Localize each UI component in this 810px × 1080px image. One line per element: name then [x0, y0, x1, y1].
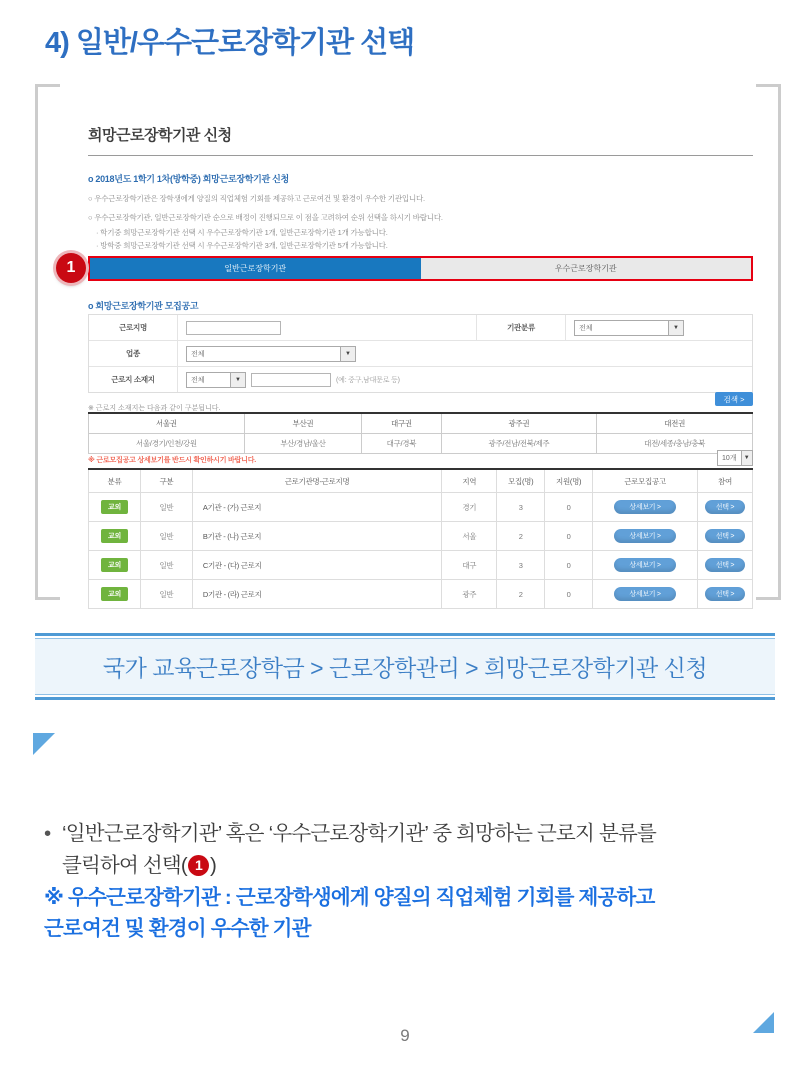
step-1-inline-marker: 1 — [188, 855, 209, 876]
note-text: ‘일반근로장학기관’ 혹은 ‘우수근로장학기관’ 중 희망하는 근로지 분류를 — [62, 822, 656, 845]
form-row-industry — [89, 341, 752, 367]
detail-view-button[interactable]: 상세보기 > — [614, 558, 676, 572]
note-blue-line-2 — [44, 913, 784, 945]
location-select[interactable] — [186, 372, 246, 388]
row-institution-name: D기관 - (라) 근로지 — [192, 580, 442, 609]
region-header: 대구권 — [362, 413, 441, 434]
notice-line: ○ 우수근로장학기관, 일반근로장학기관 순으로 배정이 진행되므로 이 점을 고려하여 순위 선택을 하시기 바랍니다. — [88, 213, 443, 222]
workplace-name-label: 근로지명 — [89, 315, 178, 340]
result-header: 지역 — [442, 469, 497, 493]
row-institution-name: A기관 - (가) 근로지 — [192, 493, 442, 522]
table-row — [89, 580, 753, 609]
notice-title: o 2018년도 1학기 1차(방학중) 희망근로장학기관 신청 — [88, 174, 289, 184]
row-region: 서울 — [442, 522, 497, 551]
workplace-name-cell — [178, 321, 476, 335]
workplace-name-input[interactable] — [186, 321, 281, 335]
row-type: 일반 — [140, 551, 192, 580]
notice-subline: · 학기중 희망근로장학기관 선택 시 우수근로장학기관 1개, 일반근로장학기관 1개 가능합니다. — [96, 228, 388, 237]
search-button[interactable]: 검색 > — [715, 392, 753, 406]
category-badge: 교외 — [101, 558, 128, 572]
region-value: 대전/세종/충남/충북 — [597, 434, 753, 454]
note-text: 근로여건 및 환경이 우수한 기관 — [44, 917, 311, 941]
region-header: 부산권 — [244, 413, 362, 434]
location-input[interactable] — [251, 373, 331, 387]
bullet-icon: • — [44, 822, 51, 845]
org-type-select[interactable] — [574, 320, 684, 336]
region-value: 서울/경기/인천/강원 — [89, 434, 245, 454]
form-row-location — [89, 367, 752, 392]
reference-mark: ※ — [44, 885, 64, 909]
dropdown-arrow-icon: ▼ — [668, 321, 683, 335]
dropdown-arrow-icon: ▼ — [741, 451, 752, 465]
detail-view-button[interactable]: 상세보기 > — [614, 587, 676, 601]
result-warning-note: ※ 근로모집공고 상세보기를 반드시 확인하시기 바랍니다. — [88, 457, 256, 464]
industry-label: 업종 — [89, 341, 178, 366]
select-button[interactable]: 선택 > — [705, 558, 745, 572]
region-table — [88, 412, 753, 454]
org-type-selected-value: 전체 — [579, 324, 593, 332]
category-badge: 교외 — [101, 529, 128, 543]
row-applied-count: 0 — [545, 522, 593, 551]
note-text: 우수근로장학기관 : 근로장학생에게 양질의 직업체험 기회를 제공하고 — [68, 885, 655, 909]
page-title: 4) 일반/우수근로장학기관 선택 — [45, 27, 415, 59]
table-row — [89, 551, 753, 580]
screenshot-page-title: 희망근로장학기관 신청 — [88, 124, 753, 156]
note-text: 클릭하여 선택( — [62, 853, 187, 877]
result-header: 모집(명) — [497, 469, 545, 493]
page-size-value: 10개 — [722, 455, 737, 462]
page-number: 9 — [400, 1026, 410, 1045]
result-header: 참여 — [697, 469, 752, 493]
row-institution-name: C기관 - (다) 근로지 — [192, 551, 442, 580]
note-text: ) — [209, 853, 216, 877]
select-button[interactable]: 선택 > — [705, 529, 745, 543]
location-selected-value: 전체 — [191, 376, 205, 384]
page-size-select[interactable] — [717, 450, 753, 466]
notice-line: ○ 우수근로장학기관은 장학생에게 양질의 직업체험 기회를 제공하고 근로여건 및 환경이 우수한 기관입니다. — [88, 194, 425, 203]
category-badge: 교외 — [101, 500, 128, 514]
notice-subline: · 방학중 희망근로장학기관 선택 시 우수근로장학기관 3개, 일반근로장학기관 5개 가능합니다. — [96, 241, 388, 250]
row-recruit-count: 2 — [497, 522, 545, 551]
note-bullet-line — [44, 818, 784, 850]
org-type-cell — [566, 320, 752, 336]
dropdown-arrow-icon: ▼ — [340, 347, 355, 361]
breadcrumb-band — [35, 633, 775, 700]
select-button[interactable]: 선택 > — [705, 587, 745, 601]
row-applied-count: 0 — [545, 493, 593, 522]
notes-block — [44, 818, 784, 945]
tab-general-institution[interactable]: 일반근로장학기관 — [90, 258, 421, 279]
region-header: 대전권 — [597, 413, 753, 434]
result-table — [88, 468, 753, 609]
breadcrumb: 국가 교육근로장학금 > 근로장학관리 > 희망근로장학기관 신청 — [102, 655, 708, 681]
row-recruit-count: 3 — [497, 551, 545, 580]
search-form — [88, 314, 753, 393]
step-1-marker: 1 — [56, 253, 86, 283]
region-note: ※ 근로지 소재지는 다음과 같이 구분됩니다. — [88, 405, 221, 412]
table-row — [89, 493, 753, 522]
row-region: 대구 — [442, 551, 497, 580]
note-bullet-line-2 — [44, 850, 784, 882]
row-recruit-count: 2 — [497, 580, 545, 609]
note-blue-line — [44, 882, 784, 914]
row-type: 일반 — [140, 580, 192, 609]
region-header: 광주권 — [441, 413, 597, 434]
org-type-label: 기관분류 — [476, 315, 566, 340]
row-region: 경기 — [442, 493, 497, 522]
region-value: 광주/전남/전북/제주 — [441, 434, 597, 454]
region-table-value-row — [89, 434, 753, 454]
row-recruit-count: 3 — [497, 493, 545, 522]
category-badge: 교외 — [101, 587, 128, 601]
result-header: 근로기관명-근로지명 — [192, 469, 442, 493]
row-applied-count: 0 — [545, 551, 593, 580]
detail-view-button[interactable]: 상세보기 > — [614, 529, 676, 543]
breadcrumb-inner — [35, 638, 775, 695]
bottom-right-triangle-decoration — [753, 1012, 774, 1033]
left-triangle-decoration — [33, 733, 55, 755]
search-section-title: o 희망근로장학기관 모집공고 — [88, 301, 199, 311]
result-header: 지원(명) — [545, 469, 593, 493]
result-header: 분류 — [89, 469, 141, 493]
select-button[interactable]: 선택 > — [705, 500, 745, 514]
industry-selected-value: 전체 — [191, 350, 205, 358]
location-hint: (예: 중구,남대문로 등) — [336, 376, 400, 384]
industry-select[interactable] — [186, 346, 356, 362]
industry-cell — [178, 346, 752, 362]
region-value: 대구/경북 — [362, 434, 441, 454]
tab-excellent-institution[interactable]: 우수근로장학기관 — [421, 258, 752, 279]
dropdown-arrow-icon: ▼ — [230, 373, 245, 387]
institution-tab-bar — [88, 256, 753, 281]
result-header: 구분 — [140, 469, 192, 493]
result-header: 근로모집공고 — [593, 469, 698, 493]
region-table-header-row — [89, 413, 753, 434]
row-type: 일반 — [140, 522, 192, 551]
table-row — [89, 522, 753, 551]
region-value: 부산/경남/울산 — [244, 434, 362, 454]
row-region: 광주 — [442, 580, 497, 609]
row-institution-name: B기관 - (나) 근로지 — [192, 522, 442, 551]
workplace-location-cell — [178, 372, 752, 388]
row-applied-count: 0 — [545, 580, 593, 609]
workplace-location-label: 근로지 소재지 — [89, 367, 178, 392]
detail-view-button[interactable]: 상세보기 > — [614, 500, 676, 514]
row-type: 일반 — [140, 493, 192, 522]
region-header: 서울권 — [89, 413, 245, 434]
form-row-workplace — [89, 315, 752, 341]
result-table-header-row — [89, 469, 753, 493]
